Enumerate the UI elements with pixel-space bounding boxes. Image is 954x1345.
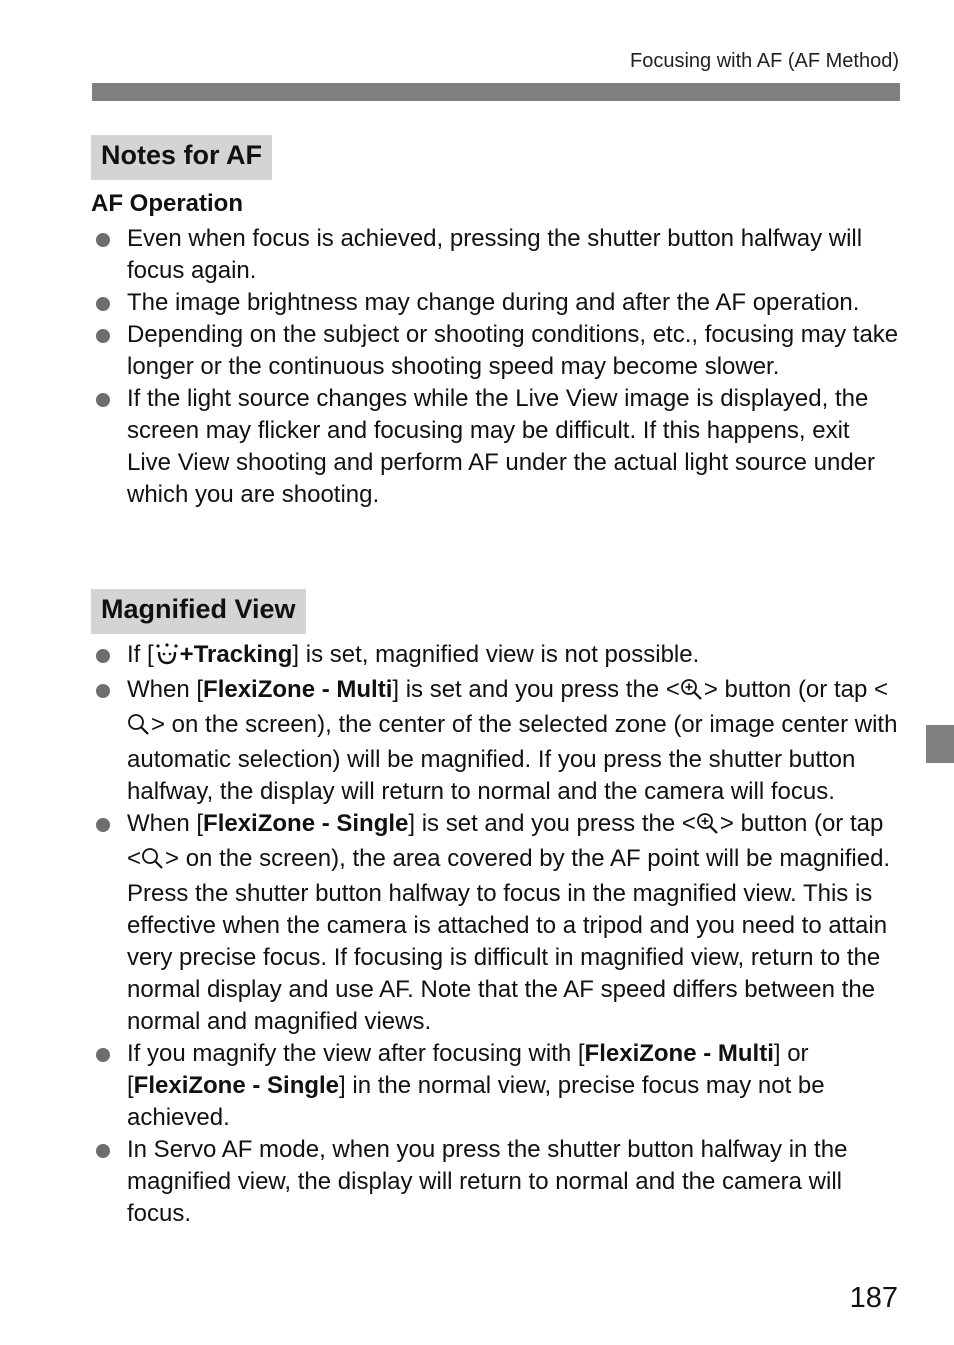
menu-setting-name: FlexiZone - Multi bbox=[584, 1040, 774, 1067]
list-item bbox=[91, 383, 899, 511]
list-item-text: If you magnify the view after focusing with [ bbox=[127, 1040, 585, 1067]
bullet-icon bbox=[96, 393, 110, 407]
list-item-text: The image brightness may change during and after the AF operation. bbox=[127, 289, 860, 316]
list-item-text: Depending on the subject or shooting conditions, etc., focusing may take longer or the continuous shooting speed may become slower. bbox=[127, 321, 899, 380]
bullet-icon bbox=[96, 684, 110, 698]
bullet-icon bbox=[96, 1144, 110, 1158]
running-header: Focusing with AF (AF Method) bbox=[630, 50, 899, 72]
menu-setting-name: FlexiZone - Single bbox=[203, 810, 409, 837]
magnify-icon bbox=[127, 712, 151, 744]
list-item-text: ] is set, magnified view is not possible. bbox=[292, 641, 700, 668]
magnify-icon bbox=[141, 846, 165, 878]
menu-setting-name: +Tracking bbox=[179, 641, 293, 668]
magnify-plus-icon bbox=[680, 677, 704, 709]
list-item-text: If [ bbox=[127, 641, 154, 668]
list-item-text: > on the screen), the center of the selected zone (or image center with automatic selection) will be magnified. If you press the shutter button halfway, the display will return to normal and the camera will focus. bbox=[127, 711, 898, 805]
bullet-icon bbox=[96, 297, 110, 311]
af-operation-list bbox=[91, 223, 899, 511]
magnify-plus-icon bbox=[696, 811, 720, 843]
list-item bbox=[91, 1134, 899, 1230]
list-item bbox=[91, 287, 899, 319]
menu-setting-name: FlexiZone - Single bbox=[133, 1072, 340, 1099]
chapter-tab bbox=[926, 725, 954, 763]
bullet-icon bbox=[96, 1048, 110, 1062]
list-item bbox=[91, 674, 899, 808]
bullet-icon bbox=[96, 818, 110, 832]
subheading-af-operation: AF Operation bbox=[91, 190, 244, 217]
list-item-text: > button (or tap < bbox=[127, 810, 884, 872]
header-rule bbox=[92, 83, 900, 101]
list-item-text: ] is set and you press the < bbox=[392, 676, 680, 703]
list-item-text: ] in the normal view, precise focus may not be achieved. bbox=[127, 1072, 825, 1131]
magnified-view-list bbox=[91, 639, 899, 1230]
face-tracking-icon bbox=[154, 642, 180, 674]
list-item-text: > button (or tap < bbox=[703, 676, 888, 703]
list-item-text: ] is set and you press the < bbox=[408, 810, 696, 837]
bullet-icon bbox=[96, 649, 110, 663]
list-item-text: Even when focus is achieved, pressing the shutter button halfway will focus again. bbox=[127, 225, 863, 284]
list-item-text: ] or [ bbox=[127, 1040, 809, 1099]
section-heading-magnified-view: Magnified View bbox=[91, 589, 306, 634]
list-item bbox=[91, 639, 899, 674]
list-item-text: In Servo AF mode, when you press the shutter button halfway in the magnified view, the display will return to normal and the camera will focus. bbox=[127, 1136, 848, 1227]
list-item-text: > on the screen), the area covered by the AF point will be magnified. Press the shutter button halfway to focus in the magnified view. This is effective when the camera is attached to a tripod and you need to attain very precise focus. If focusing is difficult in magnified view, return to the normal display and use AF. Note that the AF speed differs between the normal and magnified views. bbox=[127, 845, 891, 1035]
bullet-icon bbox=[96, 233, 110, 247]
list-item-text: If the light source changes while the Live View image is displayed, the screen may flicker and focusing may be difficult. If this happens, exit Live View shooting and perform AF under the actual light source under which you are shooting. bbox=[127, 385, 876, 508]
list-item bbox=[91, 319, 899, 383]
list-item bbox=[91, 808, 899, 1038]
bullet-icon bbox=[96, 329, 110, 343]
list-item bbox=[91, 1038, 899, 1134]
menu-setting-name: FlexiZone - Multi bbox=[203, 676, 393, 703]
list-item-text: When [ bbox=[127, 676, 204, 703]
list-item bbox=[91, 223, 899, 287]
list-item-text: When [ bbox=[127, 810, 204, 837]
section-heading-notes-for-af: Notes for AF bbox=[91, 135, 272, 180]
page-number: 187 bbox=[849, 1282, 898, 1314]
